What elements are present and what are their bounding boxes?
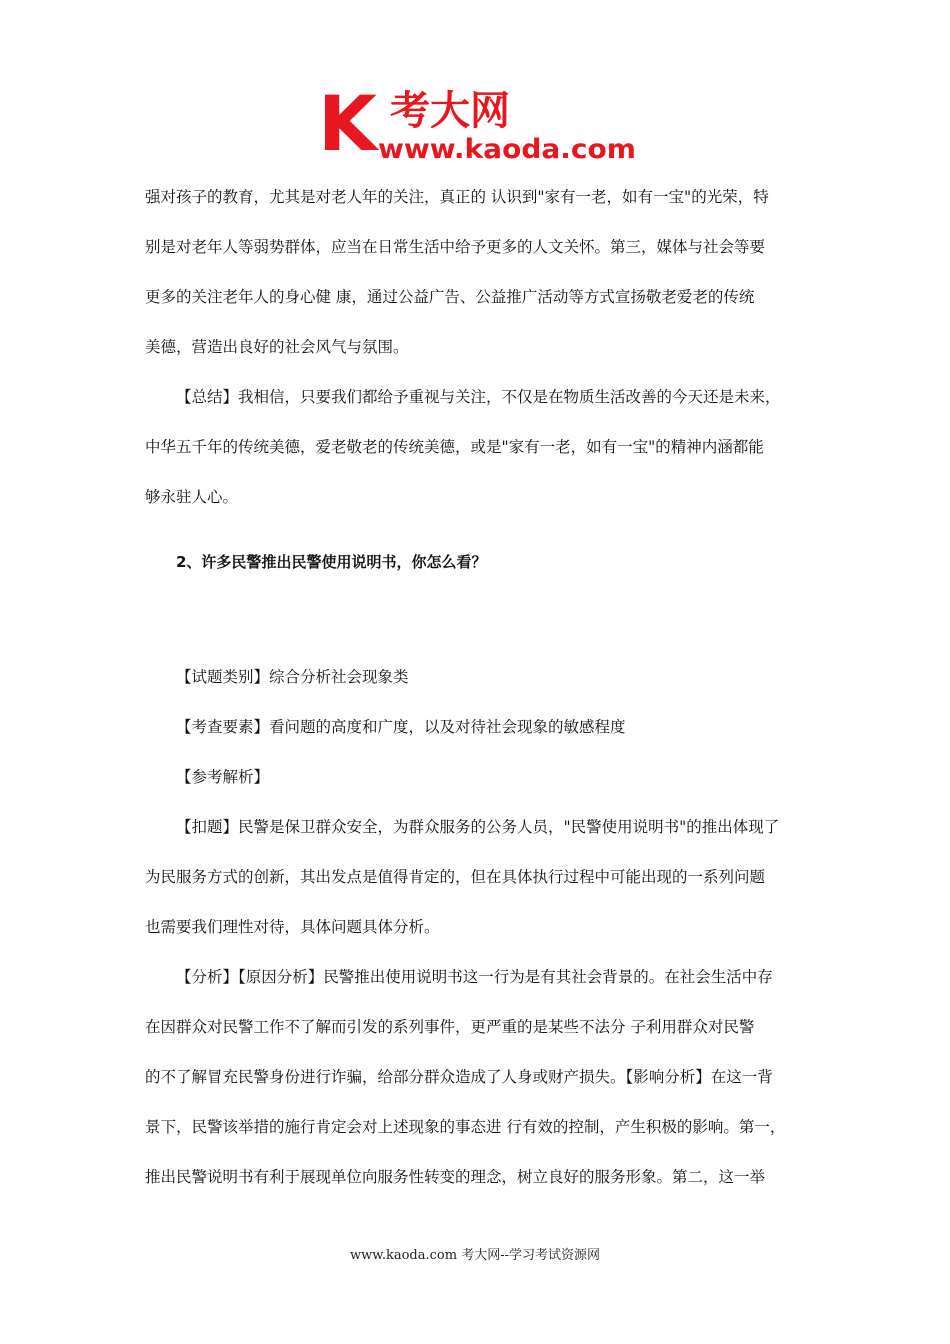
analysis-line: 【分析】【原因分析】民警推出使用说明书这一行为是有其社会背景的。在社会生活中存 <box>176 968 773 986</box>
question-elements: 【考查要素】看问题的高度和广度，以及对待社会现象的敏感程度 <box>176 718 626 736</box>
summary-line: 【总结】我相信，只要我们都给予重视与关注，不仅是在物质生活改善的今天还是未来， <box>176 388 781 406</box>
page-footer: www.kaoda.com 考大网--学习考试资源网 <box>350 1248 600 1263</box>
analysis-line: 的不了解冒充民警身份进行诈骗，给部分群众造成了人身或财产损失。【影响分析】在这一背 <box>145 1068 773 1086</box>
body-line: 强对孩子的教育，尤其是对老人年的关注，真正的 认识到"家有一老，如有一宝"的光荣，特 <box>145 188 769 206</box>
body-line: 别是对老年人等弱势群体，应当在日常生活中给予更多的人文关怀。第三，媒体与社会等要 <box>145 238 766 256</box>
body-line: 美德，营造出良好的社会风气与氛围。 <box>145 338 409 356</box>
analysis-line: 推出民警说明书有利于展现单位向服务性转变的理念，树立良好的服务形象。第二，这一举 <box>145 1168 766 1186</box>
kaoda-logo-graphic <box>318 84 638 162</box>
analysis-line: 【扣题】民警是保卫群众安全，为群众服务的公务人员，"民警使用说明书"的推出体现了 <box>176 818 780 836</box>
document-body <box>145 172 810 1202</box>
question-category: 【试题类别】综合分析社会现象类 <box>176 668 409 686</box>
spacer <box>145 587 810 652</box>
reference-analysis-heading: 【参考解析】 <box>176 768 270 786</box>
analysis-line: 也需要我们理性对待，具体问题具体分析。 <box>145 918 440 936</box>
logo-brand-name: 考大网 <box>390 88 510 134</box>
body-line: 中华五千年的传统美德，爱老敬老的传统美德，或是"家有一老，如有一宝"的精神内涵都能 <box>145 438 764 456</box>
analysis-line: 为民服务方式的创新，其出发点是值得肯定的，但在具体执行过程中可能出现的一系列问题 <box>145 868 766 886</box>
body-line: 更多的关注老年人的身心健 康，通过公益广告、公益推广活动等方式宣扬敬老爱老的传统 <box>145 288 755 306</box>
logo-url: www.kaoda.com <box>378 134 636 162</box>
analysis-line: 在因群众对民警工作不了解而引发的系列事件，更严重的是某些不法分 子利用群众对民警 <box>145 1018 755 1036</box>
logo-mark: K <box>318 84 377 162</box>
question-heading: 2、许多民警推出民警使用说明书，你怎么看？ <box>176 553 487 571</box>
site-logo <box>318 84 638 162</box>
body-line: 够永驻人心。 <box>145 488 239 506</box>
analysis-line: 景下，民警该举措的施行肯定会对上述现象的事态进 行有效的控制，产生积极的影响。第一， <box>145 1118 786 1136</box>
